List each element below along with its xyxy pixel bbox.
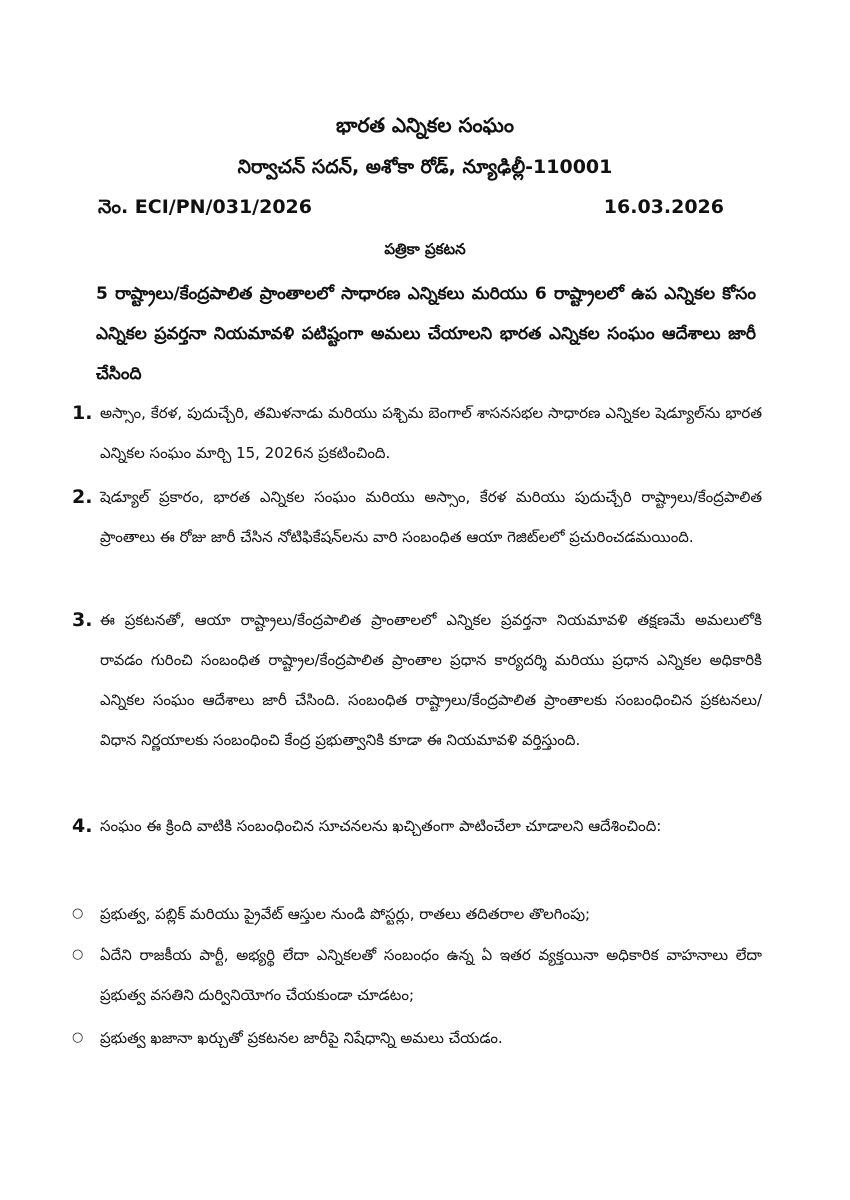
paragraph-text: షెడ్యూల్ ప్రకారం, భారత ఎన్నికల సంఘం మరియు అస్సాం, కేరళ మరియు పుదుచ్చేరి రాష్ట్రాలు/కేంద్రపాలిత ప్రాంతాలు ఈ రోజు జారీ చేసిన నోటిఫికేషన్‌లను వారి సంబంధిత ఆయా గెజిట్‌లలో ప్రచురించడమయింది. — [100, 488, 762, 546]
paragraph-number: 2. — [72, 486, 93, 508]
bullet-circle-icon: ○ — [72, 906, 84, 921]
numbered-paragraph — [72, 477, 762, 557]
bullet-circle-icon: ○ — [72, 947, 84, 962]
press-release-title: పత్రికా ప్రకటన — [384, 240, 466, 258]
reference-number: నెం. ECI/PN/031/2026 — [98, 196, 312, 218]
headline: 5 రాష్ట్రాలు/కేంద్రపాలిత ప్రాంతాలలో సాధారణ ఎన్నికలు మరియు 6 రాష్ట్రాలలో ఉప ఎన్నికల కోసం ఎన్నికల ప్రవర్తనా నియమావళి పటిష్టంగా అమలు చేయాలని భారత ఎన్నికల సంఘం ఆదేశాలు జారీ చేసింది — [96, 284, 756, 384]
paragraph-text: ఈ ప్రకటనతో, ఆయా రాష్ట్రాలు/కేంద్రపాలిత ప్రాంతాలలో ఎన్నికల ప్రవర్తనా నియమావళి తక్షణమే అమలులోకి రావడం గురించి సంబంధిత రాష్ట్రాల/కేంద్రపాలిత ప్రాంతాల ప్రధాన కార్యదర్శి మరియు ప్రధాన ఎన్నికల అధికారికి ఎన్నికల సంఘం ఆదేశాలు జారీ చేసింది. సంబంధిత రాష్ట్రాలు/కేంద్రపాలిత ప్రాంతాలకు సంబంధించిన ప్రకటనలు/విధాన నిర్ణయాలకు సంబంధించి కేంద్ర ప్రభుత్వానికి కూడా ఈ నియమావళి వర్తిస్తుంది. — [100, 611, 762, 749]
bullet-text: ప్రభుత్వ ఖజానా ఖర్చుతో ప్రకటనల జారీపై నిషేధాన్ని అమలు చేయడం. — [100, 1029, 503, 1047]
bullet-text: ప్రభుత్వ, పబ్లిక్ మరియు ప్రైవేట్ ఆస్తుల నుండి పోస్టర్లు, రాతలు తదితరాల తొలగింపు; — [100, 905, 591, 923]
organization-name: భారత ఎన్నికల సంఘం — [336, 113, 514, 137]
numbered-paragraph — [72, 806, 762, 846]
release-date: 16.03.2026 — [603, 196, 724, 218]
paragraph-text: అస్సాం, కేరళ, పుదుచ్చేరి, తమిళనాడు మరియు పశ్చిమ బెంగాల్ శాసనసభల సాధారణ ఎన్నికల షెడ్యూల్‌ను భారత ఎన్నికల సంఘం మార్చి 15, 2026న ప్రకటించింది. — [100, 404, 762, 462]
paragraph-text: సంఘం ఈ క్రింది వాటికి సంబంధించిన సూచనలను ఖచ్చితంగా పాటించేలా చూడాలని ఆదేశించింది: — [100, 817, 662, 835]
bullet-item — [72, 1018, 762, 1058]
numbered-paragraph — [72, 393, 762, 473]
bullet-item — [72, 894, 762, 934]
paragraph-number: 1. — [72, 402, 93, 424]
paragraph-number: 4. — [72, 815, 93, 837]
bullet-text: ఏదేని రాజకీయ పార్టీ, అభ్యర్థి లేదా ఎన్నికలతో సంబంధం ఉన్న ఏ ఇతర వ్యక్తయినా అధికారిక వాహనాలు లేదా ప్రభుత్వ వసతిని దుర్వినియోగం చేయకుండా చూడటం; — [100, 946, 762, 1004]
organization-address: నిర్వాచన్ సదన్, అశోకా రోడ్, న్యూఢిల్లీ-110001 — [237, 156, 613, 178]
paragraph-number: 3. — [72, 609, 93, 631]
numbered-paragraph — [72, 600, 762, 760]
bullet-circle-icon: ○ — [72, 1030, 84, 1045]
bullet-item — [72, 935, 762, 1015]
